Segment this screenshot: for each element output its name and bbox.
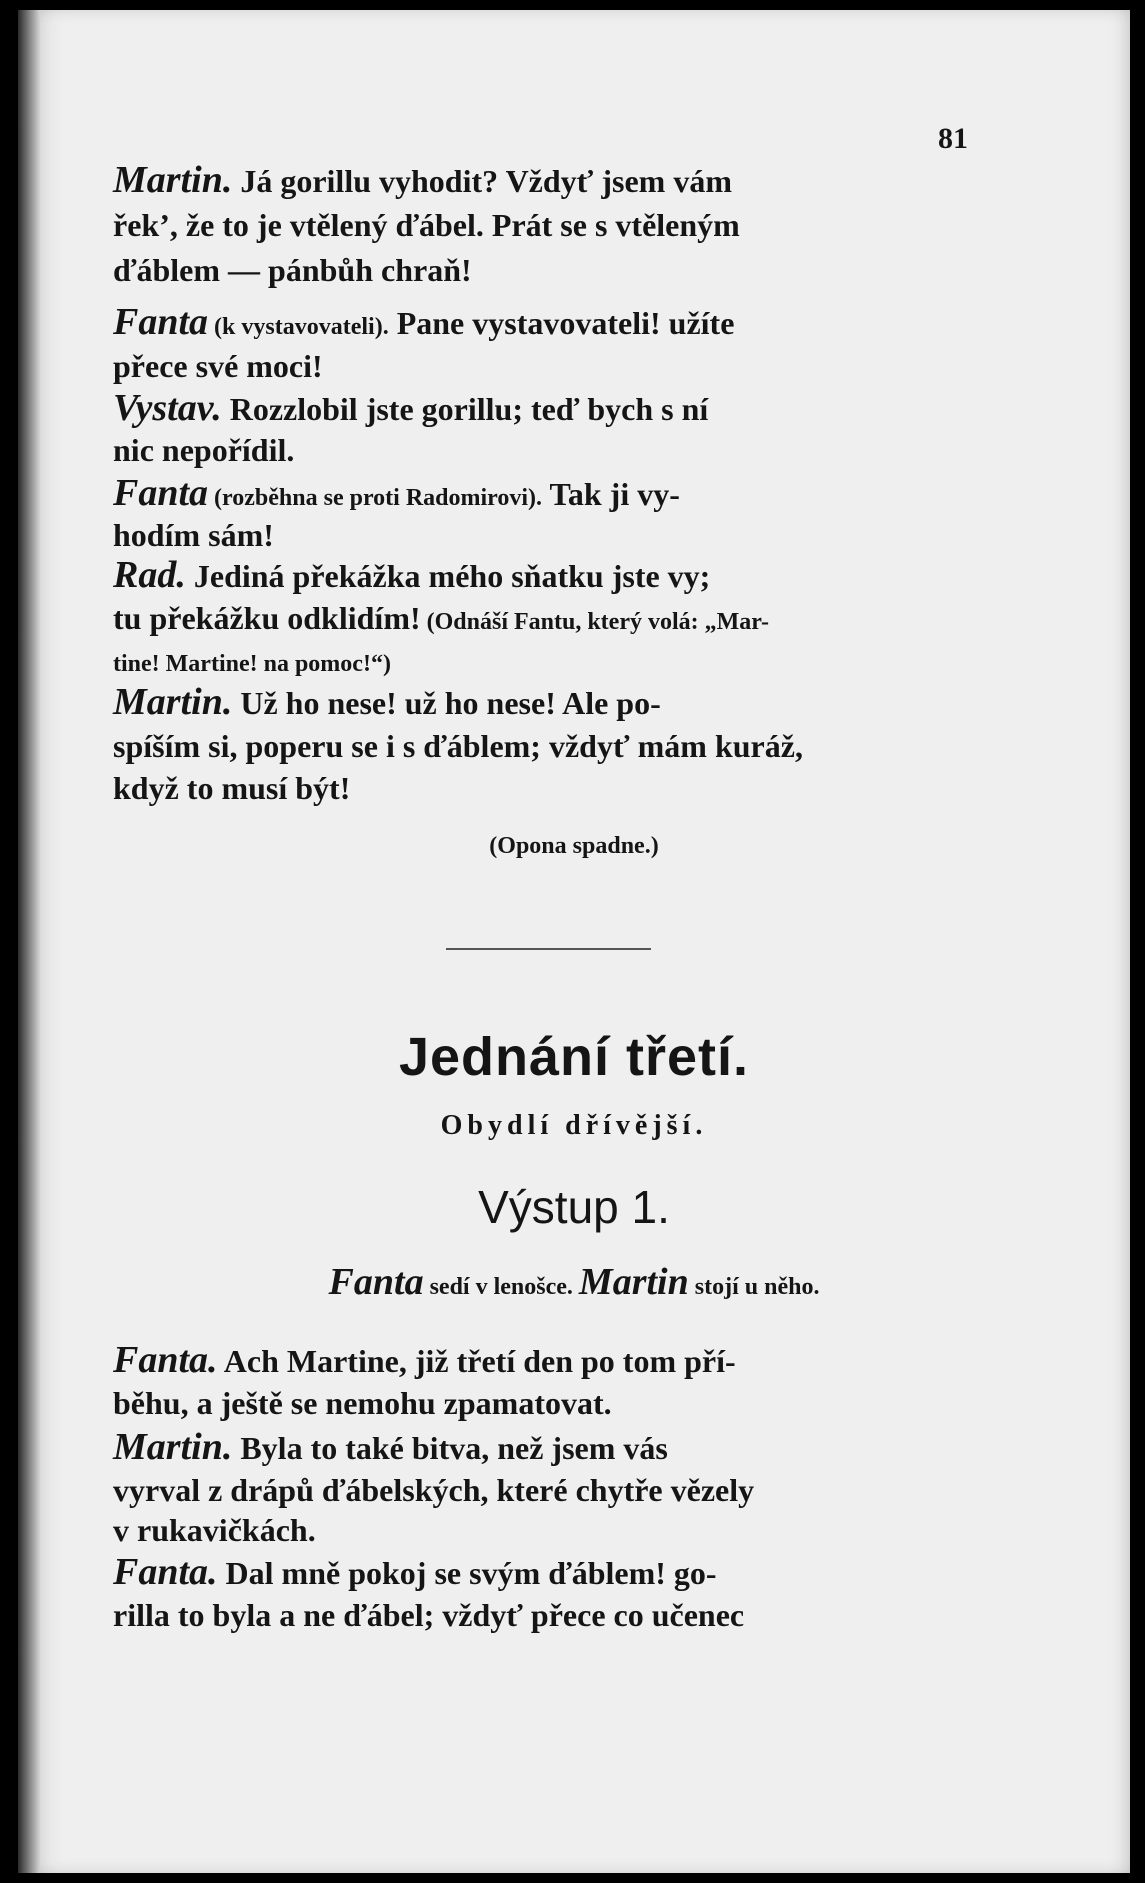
text-line <box>113 388 983 429</box>
text-line <box>113 598 983 642</box>
speaker-name: Fanta. <box>113 1339 218 1381</box>
text-line <box>113 682 983 723</box>
line-text: když to musí být! <box>113 770 351 806</box>
line-text: rilla to byla a ne ďábel; vždyť přece co učenec <box>113 1597 745 1633</box>
text-line <box>113 160 983 201</box>
text-line <box>113 1510 983 1550</box>
text-line <box>113 430 983 470</box>
speaker-name: Fanta <box>113 472 209 514</box>
text-line <box>113 555 983 596</box>
text-line <box>113 1383 983 1423</box>
speaker-name: Martin. <box>113 159 233 201</box>
line-text: Už ho nese! už ho nese! Ale po- <box>232 685 661 721</box>
line-text: Tak ji vy- <box>542 476 680 512</box>
speaker-name: Fanta. <box>113 1551 218 1593</box>
text-line <box>113 250 983 290</box>
speaker-name: Vystav. <box>113 387 222 429</box>
scene-title: Výstup 1. <box>478 1181 670 1233</box>
line-text: Já gorillu vyhodit? Vždyť jsem vám <box>232 163 732 199</box>
text-line <box>113 1470 983 1510</box>
speaker-name: Martin. <box>113 1426 233 1468</box>
line-text: ďáblem — pánbůh chraň! <box>113 252 472 288</box>
text-line <box>113 640 983 684</box>
line-text: Jediná překážka mého sňatku jste vy; <box>185 558 711 594</box>
text-line <box>113 768 983 808</box>
text-line <box>113 205 983 245</box>
speaker-name: Rad. <box>113 554 186 596</box>
line-text: řek’, že to je vtělený ďábel. Prát se s vtěleným <box>113 207 740 243</box>
act-setting: Obydlí dřívější. <box>440 1110 708 1141</box>
line-text: běhu, a ještě se nemohu zpamatovat. <box>113 1385 612 1421</box>
line-text: Pane vystavovateli! užíte <box>388 305 735 341</box>
line-text: Ach Martine, již třetí den po tom pří- <box>217 1343 736 1379</box>
line-text: Byla to také bitva, než jsem vás <box>232 1430 668 1466</box>
line-text: hodím sám! <box>113 517 274 553</box>
text-line <box>113 726 983 766</box>
line-text: v rukavičkách. <box>113 1512 316 1548</box>
speaker-name: Fanta <box>113 301 209 343</box>
line-text: vyrval z drápů ďábelských, které chytře vězely <box>113 1472 755 1508</box>
page-number: 81 <box>938 122 968 155</box>
text-line <box>113 1552 983 1593</box>
line-text: Dal mně pokoj se svým ďáblem! go- <box>217 1555 717 1591</box>
stage-direction: (Odnáší Fantu, který volá: „Mar- <box>420 609 770 635</box>
text-line <box>113 302 983 347</box>
stage-direction: tine! Martine! na pomoc!“) <box>113 651 391 677</box>
line-text: spíším si, poperu se i s ďáblem; vždyť mám kuráž, <box>113 728 803 764</box>
line-text: Rozzlobil jste gorillu; teď bych s ní <box>221 391 709 427</box>
text-line <box>113 346 983 386</box>
act-title: Jednání třetí. <box>398 1027 750 1087</box>
text-line <box>113 1595 983 1635</box>
speaker-name: Martin. <box>113 681 233 723</box>
line-text: přece své moci! <box>113 348 323 384</box>
line-text: nic nepořídil. <box>113 432 295 468</box>
direction-text: stojí u něho. <box>688 1274 820 1300</box>
line-text: tu překážku odklidím! <box>113 600 421 636</box>
stage-direction-curtain: (Opona spadne.) <box>489 833 659 859</box>
stage-direction: (k vystavovateli). <box>208 314 389 340</box>
text-line <box>113 515 983 555</box>
direction-text: sedí v lenošce. <box>423 1274 579 1300</box>
stage-direction: (rozběhna se proti Radomirovi). <box>208 485 543 511</box>
scene-direction <box>18 1260 1130 1304</box>
text-line <box>113 473 983 518</box>
speaker-name: Fanta <box>328 1261 424 1303</box>
speaker-name: Martin <box>578 1261 689 1303</box>
section-divider <box>446 948 651 950</box>
text-line <box>113 1340 983 1381</box>
paper-sheet <box>18 10 1130 1873</box>
text-line <box>113 1427 983 1468</box>
